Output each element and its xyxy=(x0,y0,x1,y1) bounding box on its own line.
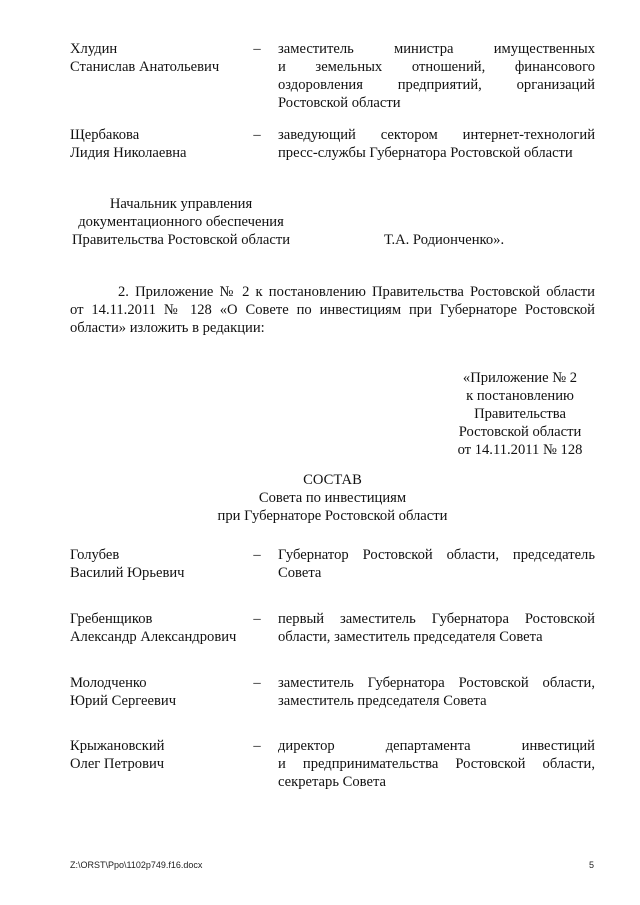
description-line: пресс-службы Губернатора Ростовской области xyxy=(278,145,573,161)
member-surname: Гребенщиков xyxy=(70,611,153,627)
member-surname: Хлудин xyxy=(70,41,118,57)
signer-name: Т.А. Родионченко». xyxy=(384,232,505,248)
member-description xyxy=(278,610,595,646)
member-name xyxy=(70,40,245,76)
description-line: секретарь Совета xyxy=(278,774,386,790)
member-given-names: Олег Петрович xyxy=(70,756,165,772)
description-line: оздоровления предприятий, организаций xyxy=(278,77,595,93)
appendix-reference xyxy=(440,369,600,459)
member-given-names: Александр Александрович xyxy=(70,629,237,645)
description-line: области, заместитель председателя Совета xyxy=(278,629,543,645)
council-heading xyxy=(70,471,595,525)
paragraph-line: от 14.11.2011 № 128 «О Совете по инвестициям при Губернаторе Ростовской xyxy=(70,302,595,318)
member-name xyxy=(70,674,245,710)
member-description xyxy=(278,40,595,112)
member-dash: – xyxy=(253,675,261,691)
appendix-line: от 14.11.2011 № 128 xyxy=(457,442,583,458)
appendix-line: Правительства xyxy=(474,406,566,422)
page-number: 5 xyxy=(589,860,595,870)
footer-file-path: Z:\ORST\Ppo\1102p749.f16.docx xyxy=(70,860,203,870)
member-surname: Молодченко xyxy=(70,675,147,691)
description-line: заведующий сектором интернет-технологий xyxy=(278,127,595,143)
description-line: заместитель министра имущественных xyxy=(278,41,595,57)
member-given-names: Станислав Анатольевич xyxy=(70,59,220,75)
member-surname: Щербакова xyxy=(70,127,140,143)
description-line: Совета xyxy=(278,565,322,581)
description-line: Ростовской области xyxy=(278,95,401,111)
member-given-names: Василий Юрьевич xyxy=(70,565,185,581)
heading-subtitle: Совета по инвестициям xyxy=(258,490,407,506)
appendix-line: к постановлению xyxy=(466,388,574,404)
member-dash: – xyxy=(253,611,261,627)
amendment-paragraph xyxy=(70,283,595,337)
paragraph-line: области» изложить в редакции: xyxy=(70,320,265,336)
description-line: и предпринимательства Ростовской области, xyxy=(278,756,595,772)
member-description xyxy=(278,546,595,582)
signatory-title xyxy=(70,195,292,249)
member-dash: – xyxy=(253,127,261,143)
member-description xyxy=(278,674,595,710)
signatory-title-line: документационного обеспечения xyxy=(78,214,284,230)
member-surname: Голубев xyxy=(70,547,120,563)
description-line: Губернатор Ростовской области, председатель xyxy=(278,547,595,563)
appendix-line: «Приложение № 2 xyxy=(462,370,578,386)
description-line: первый заместитель Губернатора Ростовской xyxy=(278,611,595,627)
member-given-names: Лидия Николаевна xyxy=(70,145,187,161)
member-name xyxy=(70,546,245,582)
member-name xyxy=(70,737,245,773)
member-description xyxy=(278,737,595,791)
description-line: директор департамента инвестиций xyxy=(278,738,595,754)
member-name xyxy=(70,126,245,162)
description-line: заместитель Губернатора Ростовской области, xyxy=(278,675,595,691)
paragraph-line: 2. Приложение № 2 к постановлению Правительства Ростовской области xyxy=(118,284,595,300)
description-line: и земельных отношений, финансового xyxy=(278,59,595,75)
member-given-names: Юрий Сергеевич xyxy=(70,693,177,709)
heading-title: СОСТАВ xyxy=(303,472,362,488)
member-dash: – xyxy=(253,41,261,57)
description-line: заместитель председателя Совета xyxy=(278,693,487,709)
member-dash: – xyxy=(253,738,261,754)
member-name xyxy=(70,610,245,646)
heading-subtitle: при Губернаторе Ростовской области xyxy=(217,508,448,524)
member-surname: Крыжановский xyxy=(70,738,165,754)
member-dash: – xyxy=(253,547,261,563)
member-description xyxy=(278,126,595,162)
signatory-title-line: Начальник управления xyxy=(109,196,253,212)
signatory-title-line: Правительства Ростовской области xyxy=(71,232,291,248)
appendix-line: Ростовской области xyxy=(458,424,582,440)
